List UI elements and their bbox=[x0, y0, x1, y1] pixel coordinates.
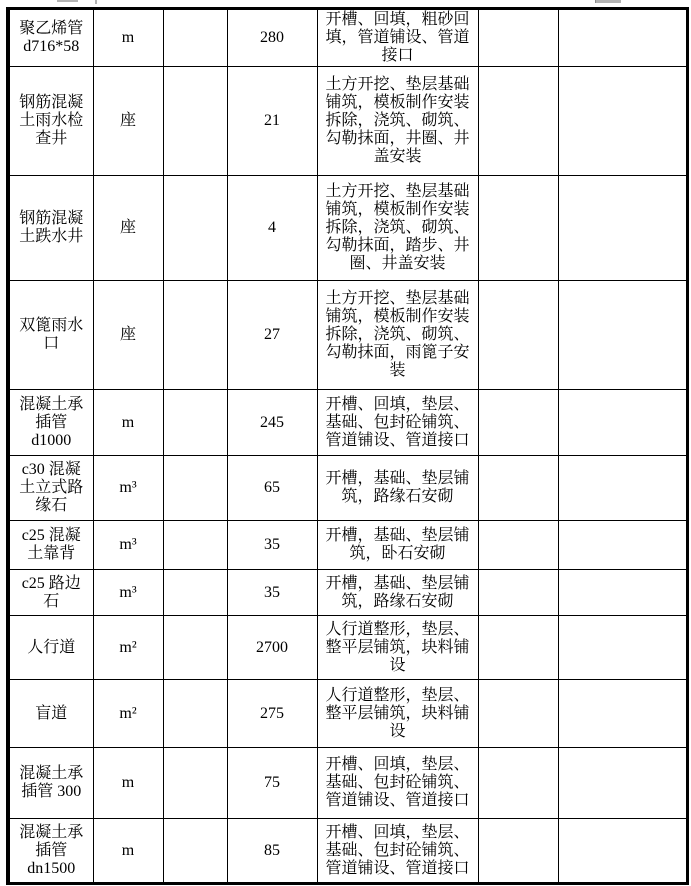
empty-cell bbox=[163, 456, 227, 521]
item-name-cell: 混凝土承插管 300 bbox=[8, 748, 93, 819]
quantity-cell: 275 bbox=[227, 680, 317, 748]
clipped-row-artifact-right bbox=[595, 0, 621, 3]
table-row bbox=[8, 748, 687, 819]
empty-cell bbox=[478, 521, 558, 570]
item-name-cell: 聚乙烯管d716*58 bbox=[8, 9, 93, 67]
item-name-cell: c25 路边石 bbox=[8, 570, 93, 616]
item-name-cell: 钢筋混凝土跌水井 bbox=[8, 176, 93, 281]
empty-cell bbox=[478, 616, 558, 680]
work-description-cell: 土方开挖、垫层基础铺筑，模板制作安装拆除，浇筑、砌筑、勾勒抹面，井圈、井盖安装 bbox=[317, 67, 478, 176]
work-description-cell: 土方开挖、垫层基础铺筑，模板制作安装拆除，浇筑、砌筑、勾勒抹面，雨篦子安装 bbox=[317, 281, 478, 390]
empty-cell bbox=[478, 680, 558, 748]
empty-cell bbox=[163, 281, 227, 390]
item-name-cell: 混凝土承插管 d1000 bbox=[8, 390, 93, 456]
empty-cell bbox=[478, 281, 558, 390]
empty-cell bbox=[478, 176, 558, 281]
empty-cell bbox=[478, 570, 558, 616]
empty-cell bbox=[478, 67, 558, 176]
quantity-cell: 75 bbox=[227, 748, 317, 819]
empty-cell bbox=[558, 9, 687, 67]
quantity-cell: 4 bbox=[227, 176, 317, 281]
empty-cell bbox=[558, 570, 687, 616]
empty-cell bbox=[163, 748, 227, 819]
empty-cell bbox=[558, 456, 687, 521]
item-name-cell: 盲道 bbox=[8, 680, 93, 748]
work-description-cell: 开槽，基础、垫层铺筑，卧石安砌 bbox=[317, 521, 478, 570]
unit-cell: m bbox=[93, 9, 163, 67]
empty-cell bbox=[558, 748, 687, 819]
item-name-cell: 钢筋混凝土雨水检查井 bbox=[8, 67, 93, 176]
quantity-cell: 65 bbox=[227, 456, 317, 521]
unit-cell: m bbox=[93, 390, 163, 456]
empty-cell bbox=[163, 390, 227, 456]
unit-cell: m³ bbox=[93, 521, 163, 570]
unit-cell: m² bbox=[93, 680, 163, 748]
table-row bbox=[8, 390, 687, 456]
item-name-cell: c25 混凝土靠背 bbox=[8, 521, 93, 570]
table-row bbox=[8, 680, 687, 748]
empty-cell bbox=[163, 521, 227, 570]
work-description-cell: 开槽、回填，粗砂回填，管道铺设、管道接口 bbox=[317, 9, 478, 67]
empty-cell bbox=[558, 680, 687, 748]
empty-cell bbox=[558, 176, 687, 281]
quantity-cell: 35 bbox=[227, 570, 317, 616]
unit-cell: 座 bbox=[93, 67, 163, 176]
empty-cell bbox=[558, 819, 687, 884]
table-row bbox=[8, 570, 687, 616]
work-description-cell: 开槽、回填，垫层、基础、包封砼铺筑、管道铺设、管道接口 bbox=[317, 390, 478, 456]
empty-cell bbox=[163, 67, 227, 176]
unit-cell: 座 bbox=[93, 281, 163, 390]
quantity-cell: 85 bbox=[227, 819, 317, 884]
empty-cell bbox=[163, 9, 227, 67]
unit-cell: m bbox=[93, 819, 163, 884]
item-name-cell: 双篦雨水口 bbox=[8, 281, 93, 390]
quantity-cell: 245 bbox=[227, 390, 317, 456]
work-description-cell: 开槽、回填，垫层、基础、包封砼铺筑、管道铺设、管道接口 bbox=[317, 748, 478, 819]
work-description-cell: 开槽、回填，垫层、基础、包封砼铺筑、管道铺设、管道接口 bbox=[317, 819, 478, 884]
unit-cell: 座 bbox=[93, 176, 163, 281]
table-row bbox=[8, 67, 687, 176]
item-name-cell: c30 混凝土立式路缘石 bbox=[8, 456, 93, 521]
empty-cell bbox=[478, 390, 558, 456]
work-description-cell: 人行道整形，垫层、整平层铺筑，块料铺设 bbox=[317, 680, 478, 748]
empty-cell bbox=[163, 680, 227, 748]
unit-cell: m³ bbox=[93, 570, 163, 616]
work-description-cell: 开槽，基础、垫层铺筑，路缘石安砌 bbox=[317, 570, 478, 616]
item-name-cell: 混凝土承插管 dn1500 bbox=[8, 819, 93, 884]
empty-cell bbox=[163, 819, 227, 884]
table-row bbox=[8, 456, 687, 521]
item-name-cell: 人行道 bbox=[8, 616, 93, 680]
table-row bbox=[8, 176, 687, 281]
empty-cell bbox=[163, 570, 227, 616]
empty-cell bbox=[558, 281, 687, 390]
quantity-cell: 2700 bbox=[227, 616, 317, 680]
unit-cell: m³ bbox=[93, 456, 163, 521]
empty-cell bbox=[558, 390, 687, 456]
empty-cell bbox=[478, 9, 558, 67]
empty-cell bbox=[163, 176, 227, 281]
empty-cell bbox=[558, 521, 687, 570]
clipped-row-artifact-tick bbox=[95, 0, 97, 4]
quantity-cell: 280 bbox=[227, 9, 317, 67]
empty-cell bbox=[163, 616, 227, 680]
quantity-cell: 21 bbox=[227, 67, 317, 176]
empty-cell bbox=[478, 456, 558, 521]
empty-cell bbox=[558, 616, 687, 680]
work-description-cell: 人行道整形，垫层、整平层铺筑，块料铺设 bbox=[317, 616, 478, 680]
table-row bbox=[8, 281, 687, 390]
work-description-cell: 土方开挖、垫层基础铺筑，模板制作安装拆除，浇筑、砌筑、勾勒抹面，踏步、井圈、井盖安装 bbox=[317, 176, 478, 281]
empty-cell bbox=[478, 819, 558, 884]
clipped-row-artifact-left bbox=[57, 0, 78, 2]
quantities-table bbox=[6, 7, 689, 885]
quantity-cell: 27 bbox=[227, 281, 317, 390]
table-row bbox=[8, 9, 687, 67]
empty-cell bbox=[558, 67, 687, 176]
unit-cell: m bbox=[93, 748, 163, 819]
table-row bbox=[8, 819, 687, 884]
quantity-cell: 35 bbox=[227, 521, 317, 570]
table-row bbox=[8, 616, 687, 680]
unit-cell: m² bbox=[93, 616, 163, 680]
table-row bbox=[8, 521, 687, 570]
empty-cell bbox=[478, 748, 558, 819]
work-description-cell: 开槽，基础、垫层铺筑，路缘石安砌 bbox=[317, 456, 478, 521]
